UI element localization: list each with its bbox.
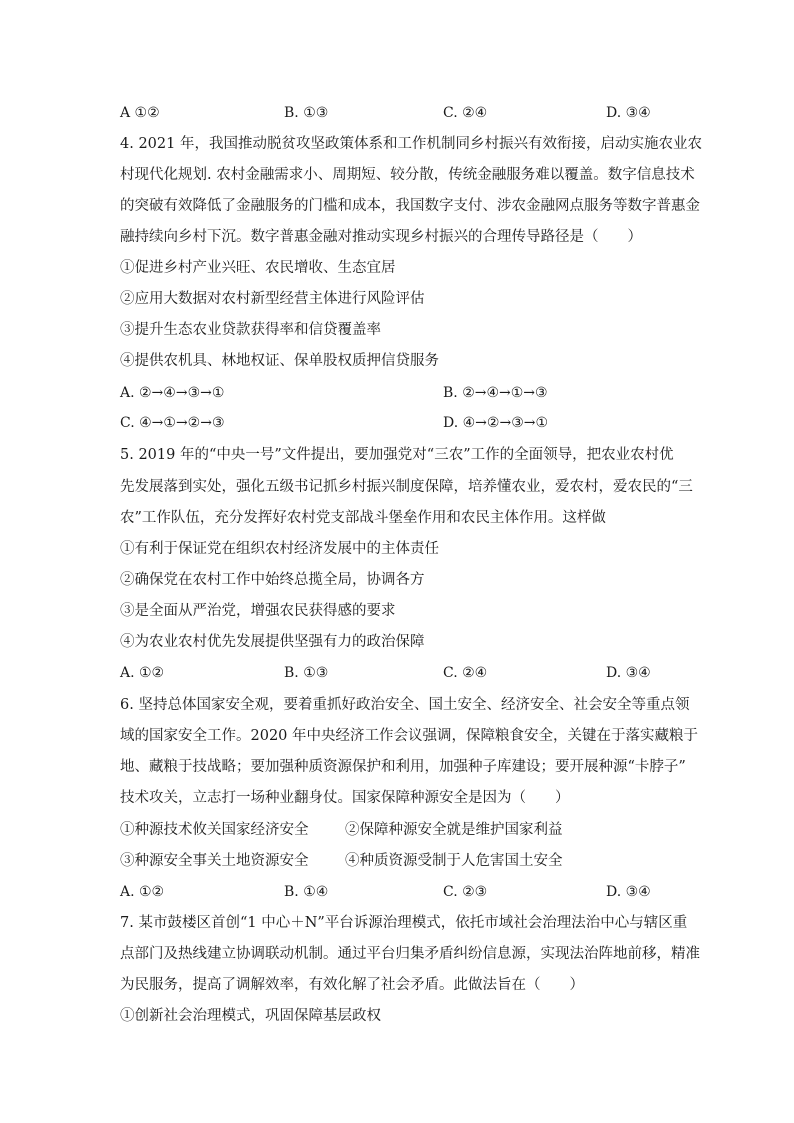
q7-stem-line: 7. 某市鼓楼区首创“1 中心＋N”平台诉源治理模式，依托市域社会治理法治中心与辖区重 (120, 915, 688, 931)
q6-item: ④种质资源受制于人危害国土安全 (345, 853, 563, 869)
q6-item: ①种源技术攸关国家经济安全 (120, 822, 309, 838)
q7-stem-line: 为民服务，提高了调解效率，有效化解了社会矛盾。此做法旨在（ ） (120, 977, 584, 993)
q4-stem-line: 融持续向乡村下沉。数字普惠金融对推动实现乡村振兴的合理传导路径是（ ） (120, 229, 642, 245)
q7-stem-line: 点部门及热线建立协调联动机制。通过平台归集矛盾纠纷信息源，实现法治阵地前移，精准 (120, 946, 700, 962)
q3-option-c: C. ②④ (443, 105, 488, 121)
q3-option-a: A ①② (120, 105, 160, 121)
q5-option-b: B. ①③ (284, 665, 329, 681)
q6-option-c: C. ②③ (443, 884, 488, 900)
q6-item: ②保障种源安全就是维护国家利益 (345, 822, 563, 838)
q5-stem-line: 农”工作队伍，充分发挥好农村党支部战斗堡垒作用和农民主体作用。这样做 (120, 510, 606, 526)
q3-option-b: B. ①③ (284, 105, 329, 121)
q6-option-a: A. ①② (120, 884, 165, 900)
q7-item: ①创新社会治理模式，巩固保障基层政权 (120, 1008, 381, 1024)
q4-option-d: D. ④→②→③→① (443, 415, 549, 431)
q4-item: ④提供农机具、林地权证、保单股权质押信贷服务 (120, 353, 439, 369)
q5-option-a: A. ①② (120, 665, 165, 681)
q5-item: ④为农业农村优先发展提供坚强有力的政治保障 (120, 634, 425, 650)
q6-stem-line: 域的国家安全工作。2020 年中央经济工作会议强调，保障粮食安全，关键在于落实藏粮于 (120, 728, 699, 744)
q6-stem-line: 6. 坚持总体国家安全观，要着重抓好政治安全、国土安全、经济安全、社会安全等重点领 (120, 697, 690, 713)
q5-item: ③是全面从严治党，增强农民获得感的要求 (120, 603, 396, 619)
q5-option-c: C. ②④ (443, 665, 488, 681)
q4-option-c: C. ④→①→②→③ (120, 415, 225, 431)
q5-option-d: D. ③④ (606, 665, 651, 681)
q4-stem-line: 4. 2021 年，我国推动脱贫攻坚政策体系和工作机制同乡村振兴有效衔接，启动实施农业农 (120, 136, 702, 152)
q6-stem-line: 技术攻关，立志打一场种业翻身仗。国家保障种源安全是因为（ ） (120, 790, 570, 806)
q3-option-d: D. ③④ (606, 105, 651, 121)
q5-stem-line: 5. 2019 年的“中央一号”文件提出，要加强党对“三农”工作的全面领导，把农业农村优 (120, 447, 674, 463)
q4-stem-line: 的突破有效降低了金融服务的门槛和成本，我国数字支付、涉农金融网点服务等数字普惠金 (120, 198, 700, 214)
q5-item: ①有利于保证党在组织农村经济发展中的主体责任 (120, 541, 439, 557)
q4-item: ③提升生态农业贷款获得率和信贷覆盖率 (120, 322, 381, 338)
q4-item: ①促进乡村产业兴旺、农民增收、生态宜居 (120, 260, 396, 276)
q4-option-a: A. ②→④→③→① (120, 385, 225, 401)
q4-stem-line: 村现代化规划. 农村金融需求小、周期短、较分散，传统金融服务难以覆盖。数字信息技术 (120, 167, 695, 183)
q5-item: ②确保党在农村工作中始终总揽全局，协调各方 (120, 572, 425, 588)
q6-option-d: D. ③④ (606, 884, 651, 900)
q6-item: ③种源安全事关土地资源安全 (120, 853, 309, 869)
q6-stem-line: 地、藏粮于技战略；要加强种质资源保护和利用，加强种子库建设；要开展种源“卡脖子” (120, 759, 686, 775)
q4-option-b: B. ②→④→①→③ (443, 385, 548, 401)
q4-item: ②应用大数据对农村新型经营主体进行风险评估 (120, 291, 425, 307)
q5-stem-line: 先发展落到实处，强化五级书记抓乡村振兴制度保障，培养懂农业，爱农村，爱农民的“三 (120, 479, 693, 495)
q6-option-b: B. ①④ (284, 884, 329, 900)
